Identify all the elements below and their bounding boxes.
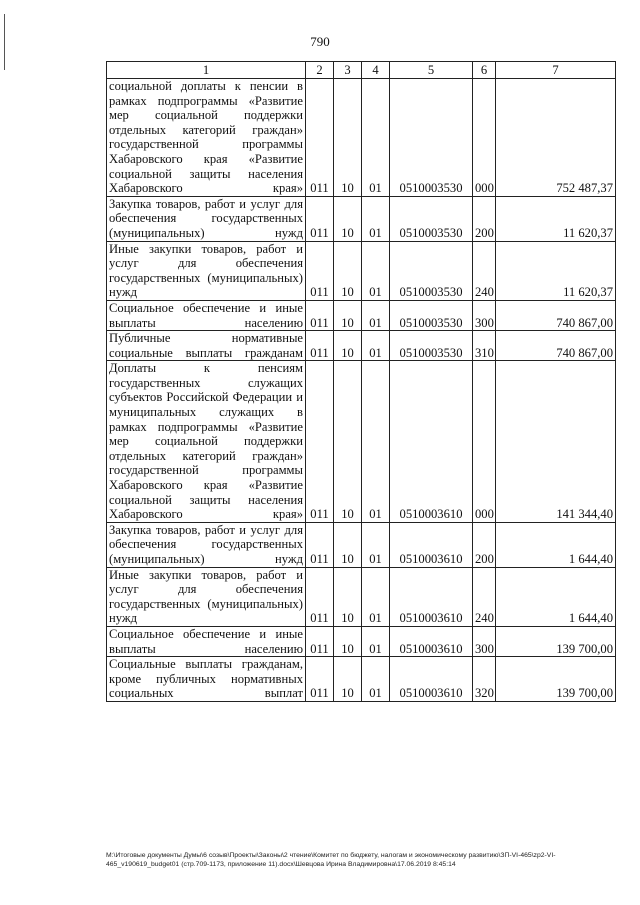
expense-type-code: 320 [473, 657, 496, 702]
column-header-2: 2 [306, 62, 334, 79]
subsection-code: 01 [362, 361, 390, 523]
table-row [107, 196, 616, 241]
target-article-code: 0510003610 [390, 626, 473, 656]
ministry-code: 011 [306, 626, 334, 656]
row-name: Иные закупки товаров, работ и услуг для обеспечения государственных (муниципальных) нужд [107, 241, 306, 300]
column-header-5: 5 [390, 62, 473, 79]
amount: 740 867,00 [496, 331, 616, 361]
target-article-code: 0510003610 [390, 567, 473, 626]
amount: 740 867,00 [496, 300, 616, 330]
target-article-code: 0510003610 [390, 657, 473, 702]
expense-type-code: 310 [473, 331, 496, 361]
expense-type-code: 200 [473, 522, 496, 567]
column-header-3: 3 [334, 62, 362, 79]
section-code: 10 [334, 196, 362, 241]
expense-type-code: 300 [473, 626, 496, 656]
ministry-code: 011 [306, 79, 334, 197]
table-row [107, 567, 616, 626]
expense-type-code: 240 [473, 567, 496, 626]
subsection-code: 01 [362, 196, 390, 241]
ministry-code: 011 [306, 196, 334, 241]
ministry-code: 011 [306, 657, 334, 702]
column-numbers-row [107, 62, 616, 79]
subsection-code: 01 [362, 79, 390, 197]
section-code: 10 [334, 79, 362, 197]
section-code: 10 [334, 361, 362, 523]
ministry-code: 011 [306, 522, 334, 567]
table-row [107, 300, 616, 330]
target-article-code: 0510003530 [390, 241, 473, 300]
expense-type-code: 300 [473, 300, 496, 330]
ministry-code: 011 [306, 361, 334, 523]
amount: 11 620,37 [496, 241, 616, 300]
table-row [107, 241, 616, 300]
column-header-6: 6 [473, 62, 496, 79]
amount: 1 644,40 [496, 522, 616, 567]
row-name: Закупка товаров, работ и услуг для обеспечения государственных (муниципальных) нужд [107, 196, 306, 241]
expense-type-code: 000 [473, 361, 496, 523]
document-path-footer: M:\Итоговые документы Думы\6 созыв\Проекты\Законы\2 чтение\Комитет по бюджету, налогам и экономическому развитию\ЗП-VI-465\zp2-VI-465_v190619_budget01 (стр.709-1173, приложение 11).docx\Шевцова Ирина Владимировна\17.06.2019 8:45:14 [106, 852, 556, 868]
ministry-code: 011 [306, 241, 334, 300]
section-code: 10 [334, 567, 362, 626]
row-name: Социальное обеспечение и иные выплаты населению [107, 300, 306, 330]
section-code: 10 [334, 522, 362, 567]
subsection-code: 01 [362, 331, 390, 361]
amount: 752 487,37 [496, 79, 616, 197]
amount: 11 620,37 [496, 196, 616, 241]
amount: 139 700,00 [496, 657, 616, 702]
amount: 139 700,00 [496, 626, 616, 656]
table-row [107, 361, 616, 523]
section-code: 10 [334, 331, 362, 361]
section-code: 10 [334, 300, 362, 330]
ministry-code: 011 [306, 567, 334, 626]
expense-type-code: 200 [473, 196, 496, 241]
column-header-4: 4 [362, 62, 390, 79]
column-header-7: 7 [496, 62, 616, 79]
row-name: Иные закупки товаров, работ и услуг для обеспечения государственных (муниципальных) нужд [107, 567, 306, 626]
subsection-code: 01 [362, 241, 390, 300]
target-article-code: 0510003530 [390, 79, 473, 197]
row-name: Социальные выплаты гражданам, кроме публичных нормативных социальных выплат [107, 657, 306, 702]
section-code: 10 [334, 657, 362, 702]
table-row [107, 657, 616, 702]
row-name: Публичные нормативные социальные выплаты гражданам [107, 331, 306, 361]
target-article-code: 0510003530 [390, 331, 473, 361]
table-row [107, 79, 616, 197]
subsection-code: 01 [362, 567, 390, 626]
ministry-code: 011 [306, 331, 334, 361]
subsection-code: 01 [362, 300, 390, 330]
amount: 1 644,40 [496, 567, 616, 626]
budget-table [106, 61, 616, 702]
page-number: 790 [310, 34, 330, 49]
target-article-code: 0510003610 [390, 522, 473, 567]
subsection-code: 01 [362, 522, 390, 567]
column-header-1: 1 [107, 62, 306, 79]
target-article-code: 0510003530 [390, 196, 473, 241]
subsection-code: 01 [362, 626, 390, 656]
row-name: Доплаты к пенсиям государственных служащих субъектов Российской Федерации и муниципальных служащих в рамках подпрограммы «Развитие мер социальной поддержки отдельных категорий граждан» государственной программы Хабаровского края «Развитие социальной защиты населения Хабаровского края» [107, 361, 306, 523]
expense-type-code: 240 [473, 241, 496, 300]
target-article-code: 0510003610 [390, 361, 473, 523]
expense-type-code: 000 [473, 79, 496, 197]
target-article-code: 0510003530 [390, 300, 473, 330]
table-row [107, 626, 616, 656]
row-name: Закупка товаров, работ и услуг для обеспечения государственных (муниципальных) нужд [107, 522, 306, 567]
row-name: Социальное обеспечение и иные выплаты населению [107, 626, 306, 656]
table-row [107, 522, 616, 567]
ministry-code: 011 [306, 300, 334, 330]
table-row [107, 331, 616, 361]
row-name: социальной доплаты к пенсии в рамках подпрограммы «Развитие мер социальной поддержки отдельных категорий граждан» государственной программы Хабаровского края «Развитие социальной защиты населения Хабаровского края» [107, 79, 306, 197]
amount: 141 344,40 [496, 361, 616, 523]
section-code: 10 [334, 626, 362, 656]
subsection-code: 01 [362, 657, 390, 702]
section-code: 10 [334, 241, 362, 300]
